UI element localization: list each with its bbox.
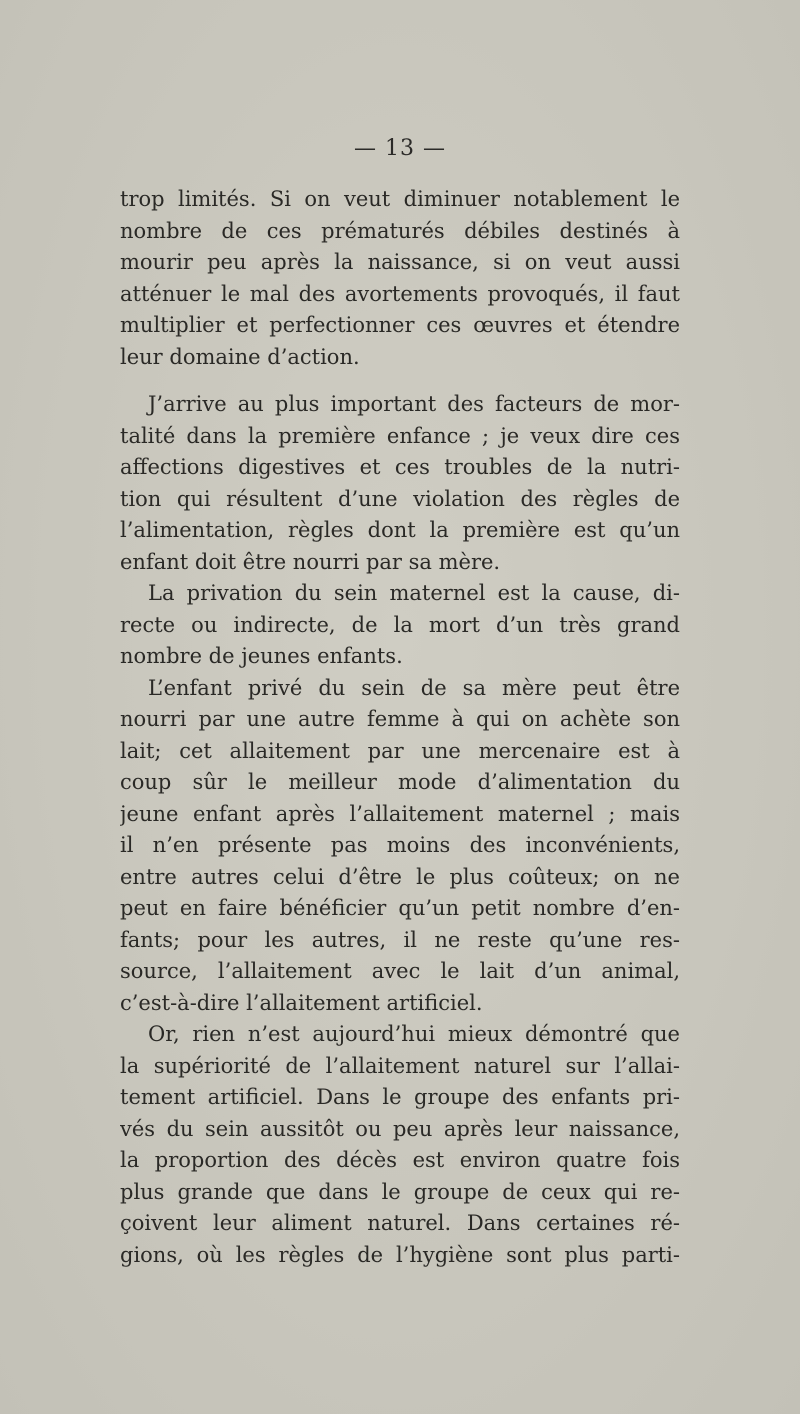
text-line: leur domaine d’action. xyxy=(120,344,360,369)
text-line: mourir peu après la naissance, si on veut aussi xyxy=(120,250,680,274)
text-line: çoivent leur aliment naturel. Dans certaines ré- xyxy=(120,1211,680,1235)
text-line: c’est-à-dire l’allaitement artificiel. xyxy=(120,990,483,1015)
text-line: nombre de jeunes enfants. xyxy=(120,644,403,668)
text-line: atténuer le mal des avortements provoqués, il faut xyxy=(120,281,680,306)
text-line: plus grande que dans le groupe de ceux qui re- xyxy=(120,1179,680,1204)
text-line: la supériorité de l’allaitement naturel sur l’allai- xyxy=(120,1053,680,1078)
text-line: Or, rien n’est aujourd’hui mieux démontré que xyxy=(148,1022,680,1046)
text-line: lait; cet allaitement par une mercenaire est à xyxy=(120,738,680,763)
text-line: il n’en présente pas moins des inconvénients, xyxy=(120,833,680,857)
paragraph-2 xyxy=(120,389,680,578)
text-line: la proportion des décès est environ quatre fois xyxy=(120,1148,680,1172)
paragraph-5 xyxy=(120,1019,680,1271)
text-line: affections digestives et ces troubles de la nutri- xyxy=(120,455,680,479)
text-line: peut en faire bénéficier qu’un petit nombre d’en- xyxy=(120,896,680,920)
paragraph-1 xyxy=(120,184,680,373)
text-line: nombre de ces prématurés débiles destinés à xyxy=(120,218,680,243)
text-line: J’arrive au plus important des facteurs de mor- xyxy=(148,392,680,416)
paragraph-3 xyxy=(120,578,680,673)
text-line: L’enfant privé du sein de sa mère peut être xyxy=(148,675,680,700)
text-line: jeune enfant après l’allaitement maternel ; mais xyxy=(120,801,680,826)
text-line: tement artificiel. Dans le groupe des enfants pri- xyxy=(120,1085,680,1109)
text-line: source, l’allaitement avec le lait d’un animal, xyxy=(120,959,680,983)
text-line: vés du sein aussitôt ou peu après leur naissance, xyxy=(120,1116,680,1141)
main-text xyxy=(120,389,680,1271)
text-line: talité dans la première enfance ; je veux dire ces xyxy=(120,423,680,448)
text-line: entre autres celui d’être le plus coûteux; on ne xyxy=(120,864,680,889)
text-line: recte ou indirecte, de la mort d’un très grand xyxy=(120,612,680,637)
text-line: nourri par une autre femme à qui on achète son xyxy=(120,707,680,731)
text-line: tion qui résultent d’une violation des règles de xyxy=(120,486,680,511)
paragraph-4 xyxy=(120,673,680,1020)
text-line: coup sûr le meilleur mode d’alimentation du xyxy=(120,770,680,794)
page-number: — 13 — xyxy=(354,136,446,161)
text-line: l’alimentation, règles dont la première est qu’un xyxy=(120,518,680,542)
text-line: trop limités. Si on veut diminuer notablement le xyxy=(120,187,680,211)
text-line: fants; pour les autres, il ne reste qu’une res- xyxy=(120,927,680,952)
text-line: multiplier et perfectionner ces œuvres et étendre xyxy=(120,313,680,337)
text-line: La privation du sein maternel est la cause, di- xyxy=(148,581,680,605)
text-line: enfant doit être nourri par sa mère. xyxy=(120,549,501,574)
text-line: gions, où les règles de l’hygiène sont plus parti- xyxy=(120,1242,680,1267)
